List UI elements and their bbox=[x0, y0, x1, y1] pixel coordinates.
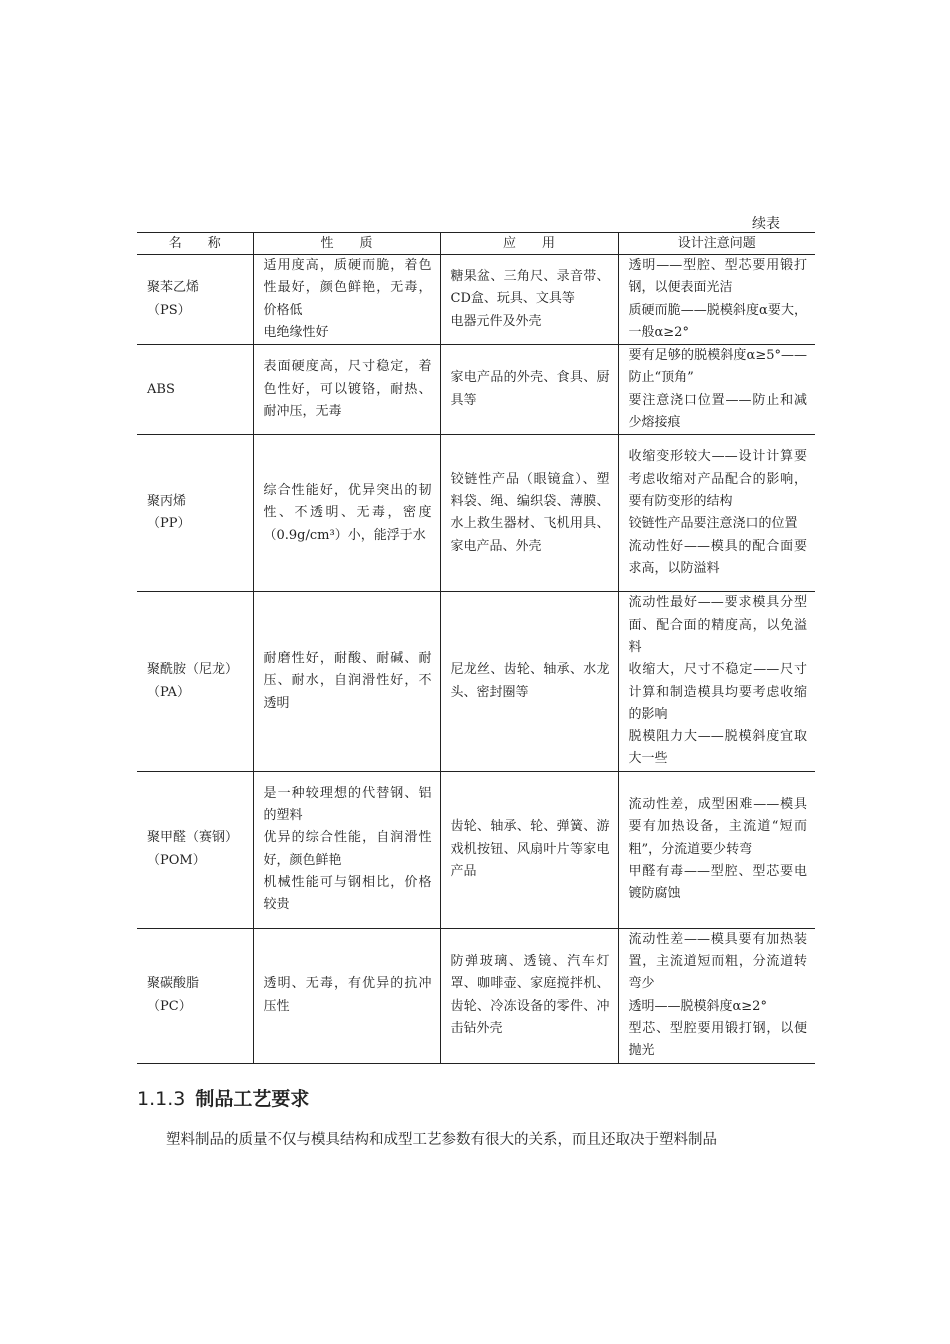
design-note: 要有足够的脱模斜度α≥5°——防止“顶角” bbox=[628, 348, 807, 386]
design-note: 要注意浇口位置——防止和减少熔接痕 bbox=[628, 392, 807, 431]
properties-text: 优异的综合性能，自润滑性好，颜色鲜艳 bbox=[263, 830, 432, 868]
material-abbr: （PS） bbox=[147, 302, 191, 318]
applications-text: 铰链性产品（眼镜盒）、塑料袋、绳、编织袋、薄膜、水上救生器材、飞机用具、家电产品、外壳 bbox=[450, 471, 610, 554]
design-note: 流动性最好——要求模具分型面、配合面的精度高，以免溢料 bbox=[628, 595, 807, 655]
material-abbr: （PA） bbox=[147, 684, 190, 700]
material-name: ABS bbox=[147, 381, 175, 397]
properties-text: 是一种较理想的代替钢、铝的塑料 bbox=[263, 785, 432, 824]
table-row bbox=[137, 345, 815, 435]
section-heading bbox=[137, 1086, 309, 1112]
material-name: 聚酰胺（尼龙） bbox=[147, 662, 239, 678]
header-design-notes: 设计注意问题 bbox=[618, 233, 815, 255]
properties-cell bbox=[253, 345, 440, 435]
table-header-row bbox=[137, 233, 815, 255]
properties-cell bbox=[253, 255, 440, 345]
applications-cell bbox=[440, 345, 618, 435]
header-name: 名 称 bbox=[137, 233, 253, 255]
table-row bbox=[137, 928, 815, 1063]
properties-cell bbox=[253, 435, 440, 592]
properties-cell bbox=[253, 592, 440, 771]
design-note: 质硬而脆——脱模斜度α要大，一般α≥2° bbox=[628, 302, 807, 340]
continued-table-label: 续表 bbox=[752, 216, 780, 232]
table-row bbox=[137, 435, 815, 592]
material-name-cell bbox=[137, 592, 253, 771]
applications-cell bbox=[440, 255, 618, 345]
material-name-cell bbox=[137, 928, 253, 1063]
applications-text: 齿轮、轴承、轮、弹簧、游戏机按钮、风扇叶片等家电产品 bbox=[450, 819, 610, 879]
properties-text: 机械性能可与钢相比，价格较贵 bbox=[263, 875, 432, 913]
material-name: 聚苯乙烯 bbox=[147, 280, 200, 296]
material-abbr: （POM） bbox=[147, 852, 206, 868]
section-title: 制品工艺要求 bbox=[195, 1088, 310, 1110]
design-note: 流动性差，成型困难——模具要有加热设备，主流道“短而粗”，分流道要少转弯 bbox=[628, 797, 807, 857]
applications-text: 电器元件及外壳 bbox=[450, 313, 542, 329]
properties-text: 适用度高，质硬而脆，着色性最好，颜色鲜艳，无毒，价格低 bbox=[263, 258, 432, 318]
properties-text: 综合性能好，优异突出的韧性、不透明、无毒，密度（0.9g/cm³）小，能浮于水 bbox=[263, 482, 432, 543]
properties-text: 电绝缘性好 bbox=[263, 324, 329, 340]
table-row bbox=[137, 592, 815, 771]
properties-cell bbox=[253, 928, 440, 1063]
material-name-cell bbox=[137, 771, 253, 928]
properties-text: 透明、无毒，有优异的抗冲压性 bbox=[263, 976, 432, 1014]
design-note: 甲醛有毒——型腔、型芯要电镀防腐蚀 bbox=[628, 863, 807, 902]
material-name-cell bbox=[137, 345, 253, 435]
design-notes-cell bbox=[618, 435, 815, 592]
material-abbr: （PP） bbox=[147, 516, 191, 532]
design-note: 流动性差——模具要有加热装置，主流道短而粗，分流道转弯少 bbox=[628, 931, 807, 992]
material-name-cell bbox=[137, 435, 253, 592]
applications-text: 家电产品的外壳、食具、厨具等 bbox=[450, 370, 610, 408]
plastics-properties-table bbox=[137, 232, 815, 1064]
properties-text: 表面硬度高，尺寸稳定，着色性好，可以镀铬，耐热、耐冲压，无毒 bbox=[263, 359, 432, 419]
design-note: 型芯、型腔要用锻打钢，以便抛光 bbox=[628, 1021, 807, 1059]
applications-text: 尼龙丝、齿轮、轴承、水龙头、密封圈等 bbox=[450, 662, 610, 700]
design-notes-cell bbox=[618, 345, 815, 435]
design-notes-cell bbox=[618, 255, 815, 345]
material-name: 聚甲醛（赛钢） bbox=[147, 830, 239, 846]
material-name-cell bbox=[137, 255, 253, 345]
applications-cell bbox=[440, 928, 618, 1063]
properties-cell bbox=[253, 771, 440, 928]
design-notes-cell bbox=[618, 771, 815, 928]
material-name: 聚碳酸脂 bbox=[147, 976, 200, 992]
design-note: 收缩大，尺寸不稳定——尺寸计算和制造模具均要考虑收缩的影响 bbox=[628, 662, 807, 722]
design-note: 铰链性产品要注意浇口的位置 bbox=[628, 516, 798, 532]
design-note: 透明——脱模斜度α≥2° bbox=[628, 998, 767, 1014]
applications-text: 防弹玻璃、透镜、汽车灯罩、咖啡壶、家庭搅拌机、齿轮、冷冻设备的零件、冲击钻外壳 bbox=[450, 954, 610, 1037]
design-notes-cell bbox=[618, 928, 815, 1063]
section-number: 1.1.3 bbox=[137, 1088, 186, 1110]
design-note: 收缩变形较大——设计计算要考虑收缩对产品配合的影响，要有防变形的结构 bbox=[628, 449, 807, 510]
design-notes-cell bbox=[618, 592, 815, 771]
design-note: 流动性好——模具的配合面要求高，以防溢料 bbox=[628, 538, 807, 576]
applications-text: 糖果盆、三角尺、录音带、CD盒、玩具、文具等 bbox=[450, 269, 610, 307]
material-name: 聚丙烯 bbox=[147, 494, 187, 510]
header-properties: 性 质 bbox=[253, 233, 440, 255]
material-abbr: （PC） bbox=[147, 998, 192, 1014]
header-applications: 应 用 bbox=[440, 233, 618, 255]
applications-cell bbox=[440, 435, 618, 592]
table-row bbox=[137, 255, 815, 345]
applications-cell bbox=[440, 592, 618, 771]
table-row bbox=[137, 771, 815, 928]
properties-text: 耐磨性好，耐酸、耐碱、耐压、耐水，自润滑性好，不透明 bbox=[263, 651, 432, 711]
body-paragraph: 塑料制品的质量不仅与模具结构和成型工艺参数有很大的关系，而且还取决于塑料制品 bbox=[166, 1132, 717, 1148]
design-note: 透明——型腔、型芯要用锻打钢，以便表面光洁 bbox=[628, 258, 807, 296]
applications-cell bbox=[440, 771, 618, 928]
design-note: 脱模阻力大——脱模斜度宜取大一些 bbox=[628, 729, 807, 767]
